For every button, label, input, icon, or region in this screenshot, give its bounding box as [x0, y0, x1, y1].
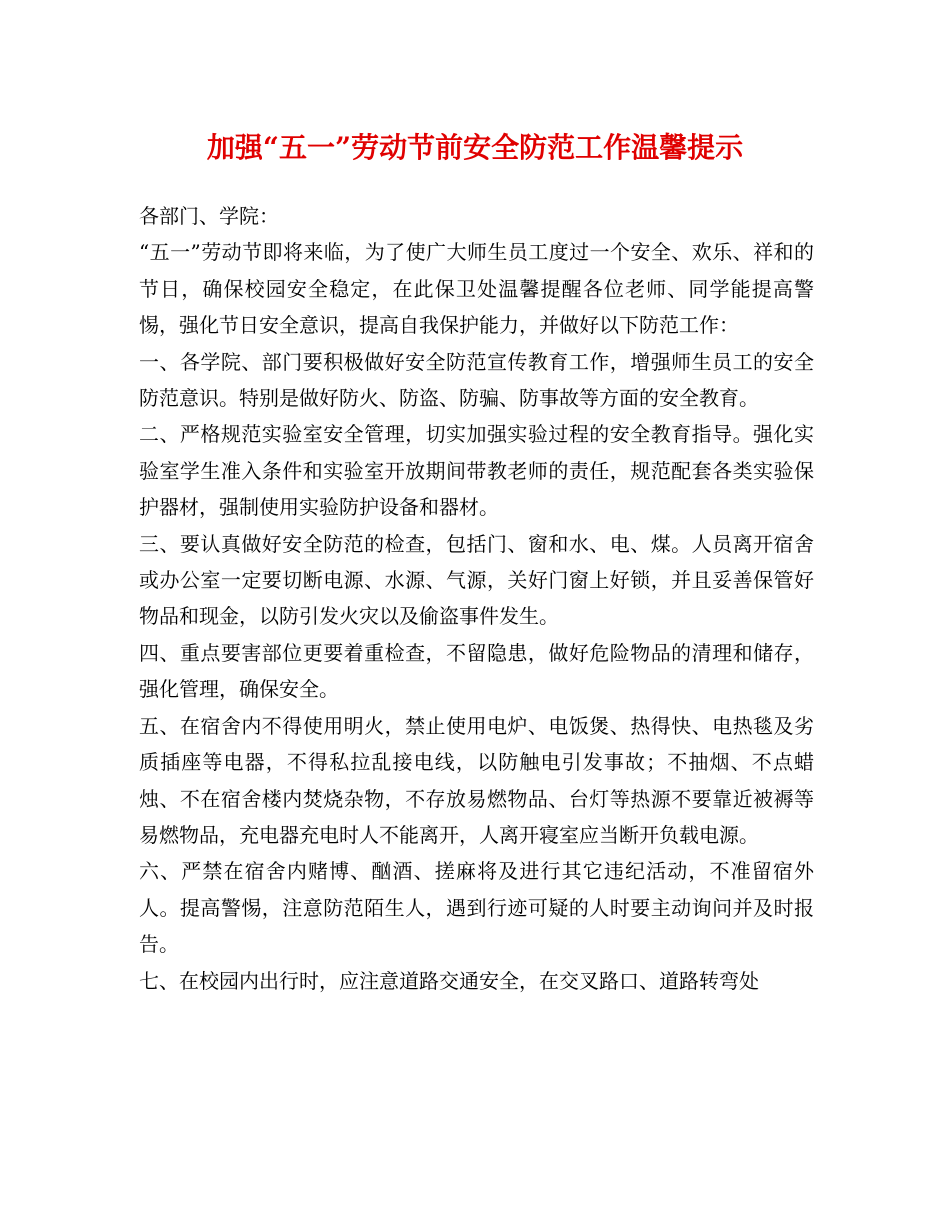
document-body: [139, 198, 814, 999]
paragraph-item-3: 三、要认真做好安全防范的检查，包括门、窗和水、电、煤。人员离开宿舍或办公室一定要切断电源、水源、气源，关好门窗上好锁，并且妥善保管好物品和现金，以防引发火灾以及偷盗事件发生。: [139, 531, 814, 629]
paragraph-item-7: 七、在校园内出行时，应注意道路交通安全，在交叉路口、道路转弯处: [139, 968, 759, 993]
paragraph-item-1: 一、各学院、部门要积极做好安全防范宣传教育工作，增强师生员工的安全防范意识。特别是做好防火、防盗、防骗、防事故等方面的安全教育。: [139, 349, 814, 411]
paragraph-item-2: 二、严格规范实验室安全管理，切实加强实验过程的安全教育指导。强化实验室学生准入条件和实验室开放期间带教老师的责任，规范配套各类实验保护器材，强制使用实验防护设备和器材。: [139, 422, 814, 520]
salutation: 各部门、学院：: [139, 204, 279, 228]
paragraph-item-5: 五、在宿舍内不得使用明火，禁止使用电炉、电饭煲、热得快、电热毯及劣质插座等电器，不得私拉乱接电线，以防触电引发事故；不抽烟、不点蜡烛、不在宿舍楼内焚烧杂物，不存放易燃物品、台灯等热源不要靠近被褥等易燃物品，充电器充电时人不能离开，人离开寝室应当断开负载电源。: [139, 713, 814, 847]
paragraph-item-4: 四、重点要害部位更要着重检查，不留隐患，做好危险物品的清理和储存，强化管理，确保安全。: [139, 640, 814, 702]
paragraph-item-6: 六、严禁在宿舍内赌博、酗酒、搓麻将及进行其它违纪活动，不准留宿外人。提高警惕，注意防范陌生人，遇到行迹可疑的人时要主动询问并及时报告。: [139, 859, 814, 957]
paragraph-intro: “五一”劳动节即将来临，为了使广大师生员工度过一个安全、欢乐、祥和的节日，确保校园安全稳定，在此保卫处温馨提醒各位老师、同学能提高警惕，强化节日安全意识，提高自我保护能力，并做好以下防范工作：: [139, 240, 814, 338]
document-title: 加强“五一”劳动节前安全防范工作温馨提示: [206, 131, 744, 164]
